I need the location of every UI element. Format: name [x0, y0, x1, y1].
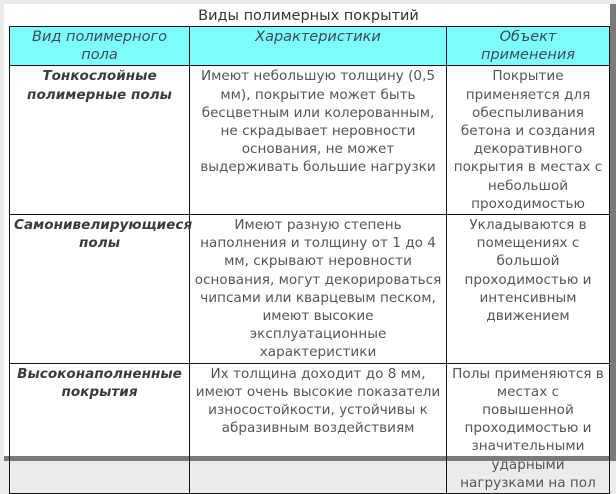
header-floor-type: Вид полимерного пола — [10, 27, 190, 66]
table-row — [10, 215, 610, 364]
cell-characteristics: Их толщина доходит до 8 мм, имеют очень высокие показатели износостойкости, устойчивы к абразивным воздействиям — [190, 363, 447, 493]
frame-shadow-right — [610, 4, 616, 461]
cell-characteristics: Имеют разную степень наполнения и толщину от 1 до 4 мм, скрывают неровности основания, могут декорироваться чипсами или кварцевым песком, имеют высокие эксплуатационные характеристики — [190, 215, 447, 364]
header-application: Объект применения — [447, 27, 610, 66]
cell-floor-type: Высоконаполненные покрытия — [10, 363, 190, 493]
cell-floor-type: Тонкослойные полимерные полы — [10, 66, 190, 215]
cell-characteristics: Имеют небольшую толщину (0,5 мм), покрытие может быть бесцветным или колерованным, не скрадывает неровности основания, не может выдерживать большие нагрузки — [190, 66, 447, 215]
header-characteristics: Характеристики — [190, 27, 447, 66]
table-row — [10, 363, 610, 493]
polymer-coatings-table — [9, 26, 610, 494]
table-header-row — [10, 27, 610, 66]
table-row — [10, 66, 610, 215]
cell-application: Полы применяются в местах с повышенной проходимостью и значительными ударными нагрузками на пол — [447, 363, 610, 493]
table-caption: Виды полимерных покрытий — [198, 8, 419, 24]
cell-floor-type: Самонивелирующиеся полы — [10, 215, 190, 364]
cell-application: Покрытие применяется для обеспыливания бетона и создания декоративного покрытия в местах с небольшой проходимостью — [447, 66, 610, 215]
cell-application: Укладываются в помещениях с большой проходимостью и интенсивным движением — [447, 215, 610, 364]
